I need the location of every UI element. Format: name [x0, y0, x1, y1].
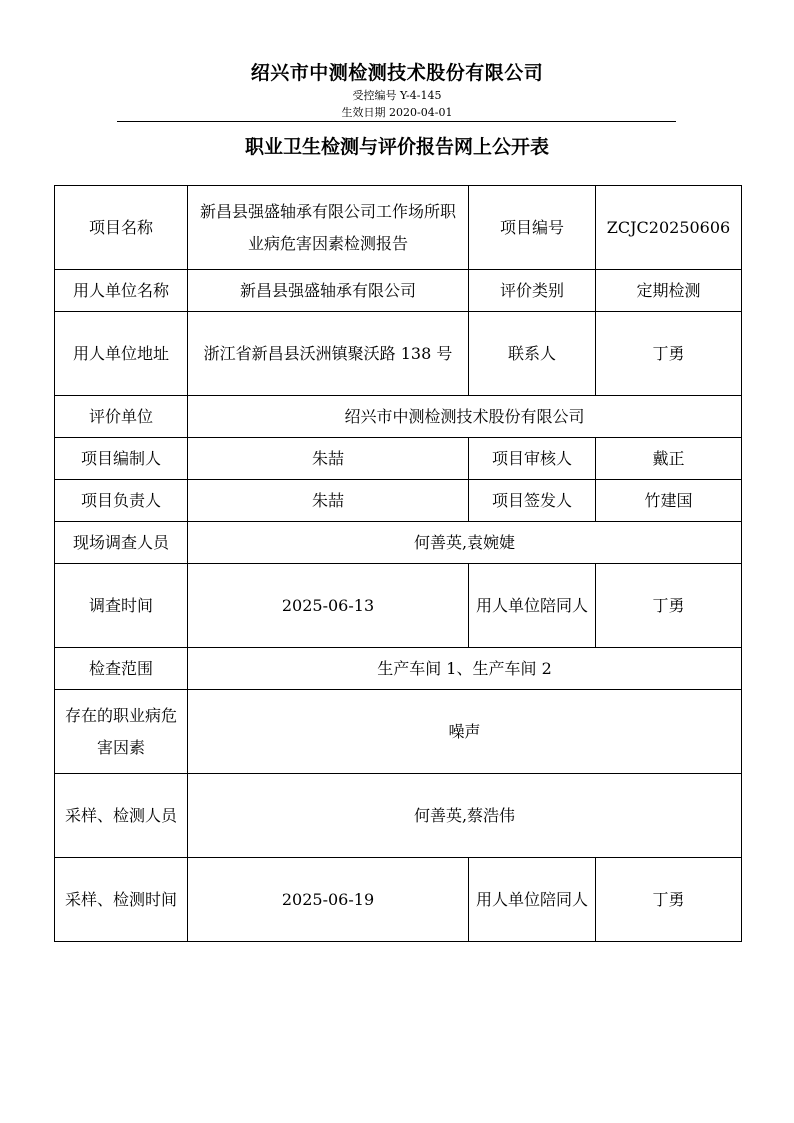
- reviewer-value: 戴正: [596, 438, 742, 480]
- survey-time-value: 2025-06-13: [188, 564, 469, 648]
- project-no-label: 项目编号: [469, 186, 596, 270]
- scope-label: 检查范围: [55, 648, 188, 690]
- eval-type-value: 定期检测: [596, 270, 742, 312]
- contact-value: 丁勇: [596, 312, 742, 396]
- sampling-time-label: 采样、检测时间: [55, 858, 188, 942]
- survey-staff-value: 何善英,袁婉婕: [188, 522, 742, 564]
- leader-label: 项目负责人: [55, 480, 188, 522]
- accompany-label: 用人单位陪同人: [469, 858, 596, 942]
- scope-value: 生产车间 1、生产车间 2: [188, 648, 742, 690]
- leader-value: 朱喆: [188, 480, 469, 522]
- employer-name-label: 用人单位名称: [55, 270, 188, 312]
- table-row: [55, 648, 742, 690]
- table-row: [55, 774, 742, 858]
- table-row: [55, 858, 742, 942]
- table-row: [55, 690, 742, 774]
- table-row: [55, 438, 742, 480]
- control-number: 受控编号 Y-4-145: [352, 89, 442, 102]
- table-row: [55, 522, 742, 564]
- project-name-value: 新昌县强盛轴承有限公司工作场所职业病危害因素检测报告: [188, 186, 469, 270]
- accompany-label: 用人单位陪同人: [469, 564, 596, 648]
- table-row: [55, 270, 742, 312]
- accompany-value: 丁勇: [596, 564, 742, 648]
- eval-type-label: 评价类别: [469, 270, 596, 312]
- disclosure-table: [54, 185, 742, 942]
- survey-time-label: 调查时间: [55, 564, 188, 648]
- hazards-value: 噪声: [188, 690, 742, 774]
- sampling-staff-label: 采样、检测人员: [55, 774, 188, 858]
- eval-org-value: 绍兴市中测检测技术股份有限公司: [188, 396, 742, 438]
- compiler-label: 项目编制人: [55, 438, 188, 480]
- issuer-label: 项目签发人: [469, 480, 596, 522]
- survey-staff-label: 现场调查人员: [55, 522, 188, 564]
- eval-org-label: 评价单位: [55, 396, 188, 438]
- employer-name-value: 新昌县强盛轴承有限公司: [188, 270, 469, 312]
- table-row: [55, 564, 742, 648]
- table-row: [55, 186, 742, 270]
- employer-address-label: 用人单位地址: [55, 312, 188, 396]
- project-no-value: ZCJC20250606: [596, 186, 742, 270]
- reviewer-label: 项目审核人: [469, 438, 596, 480]
- compiler-value: 朱喆: [188, 438, 469, 480]
- contact-label: 联系人: [469, 312, 596, 396]
- effective-date: 生效日期 2020-04-01: [341, 106, 453, 119]
- document-title: 职业卫生检测与评价报告网上公开表: [244, 136, 549, 158]
- project-name-label: 项目名称: [55, 186, 188, 270]
- table-row: [55, 396, 742, 438]
- table-row: [55, 480, 742, 522]
- table-row: [55, 312, 742, 396]
- header-divider: [117, 121, 676, 122]
- accompany-value: 丁勇: [596, 858, 742, 942]
- sampling-time-value: 2025-06-19: [188, 858, 469, 942]
- issuer-value: 竹建国: [596, 480, 742, 522]
- hazards-label: 存在的职业病危害因素: [55, 690, 188, 774]
- company-name: 绍兴市中测检测技术股份有限公司: [250, 62, 544, 84]
- sampling-staff-value: 何善英,蔡浩伟: [188, 774, 742, 858]
- employer-address-value: 浙江省新昌县沃洲镇聚沃路 138 号: [188, 312, 469, 396]
